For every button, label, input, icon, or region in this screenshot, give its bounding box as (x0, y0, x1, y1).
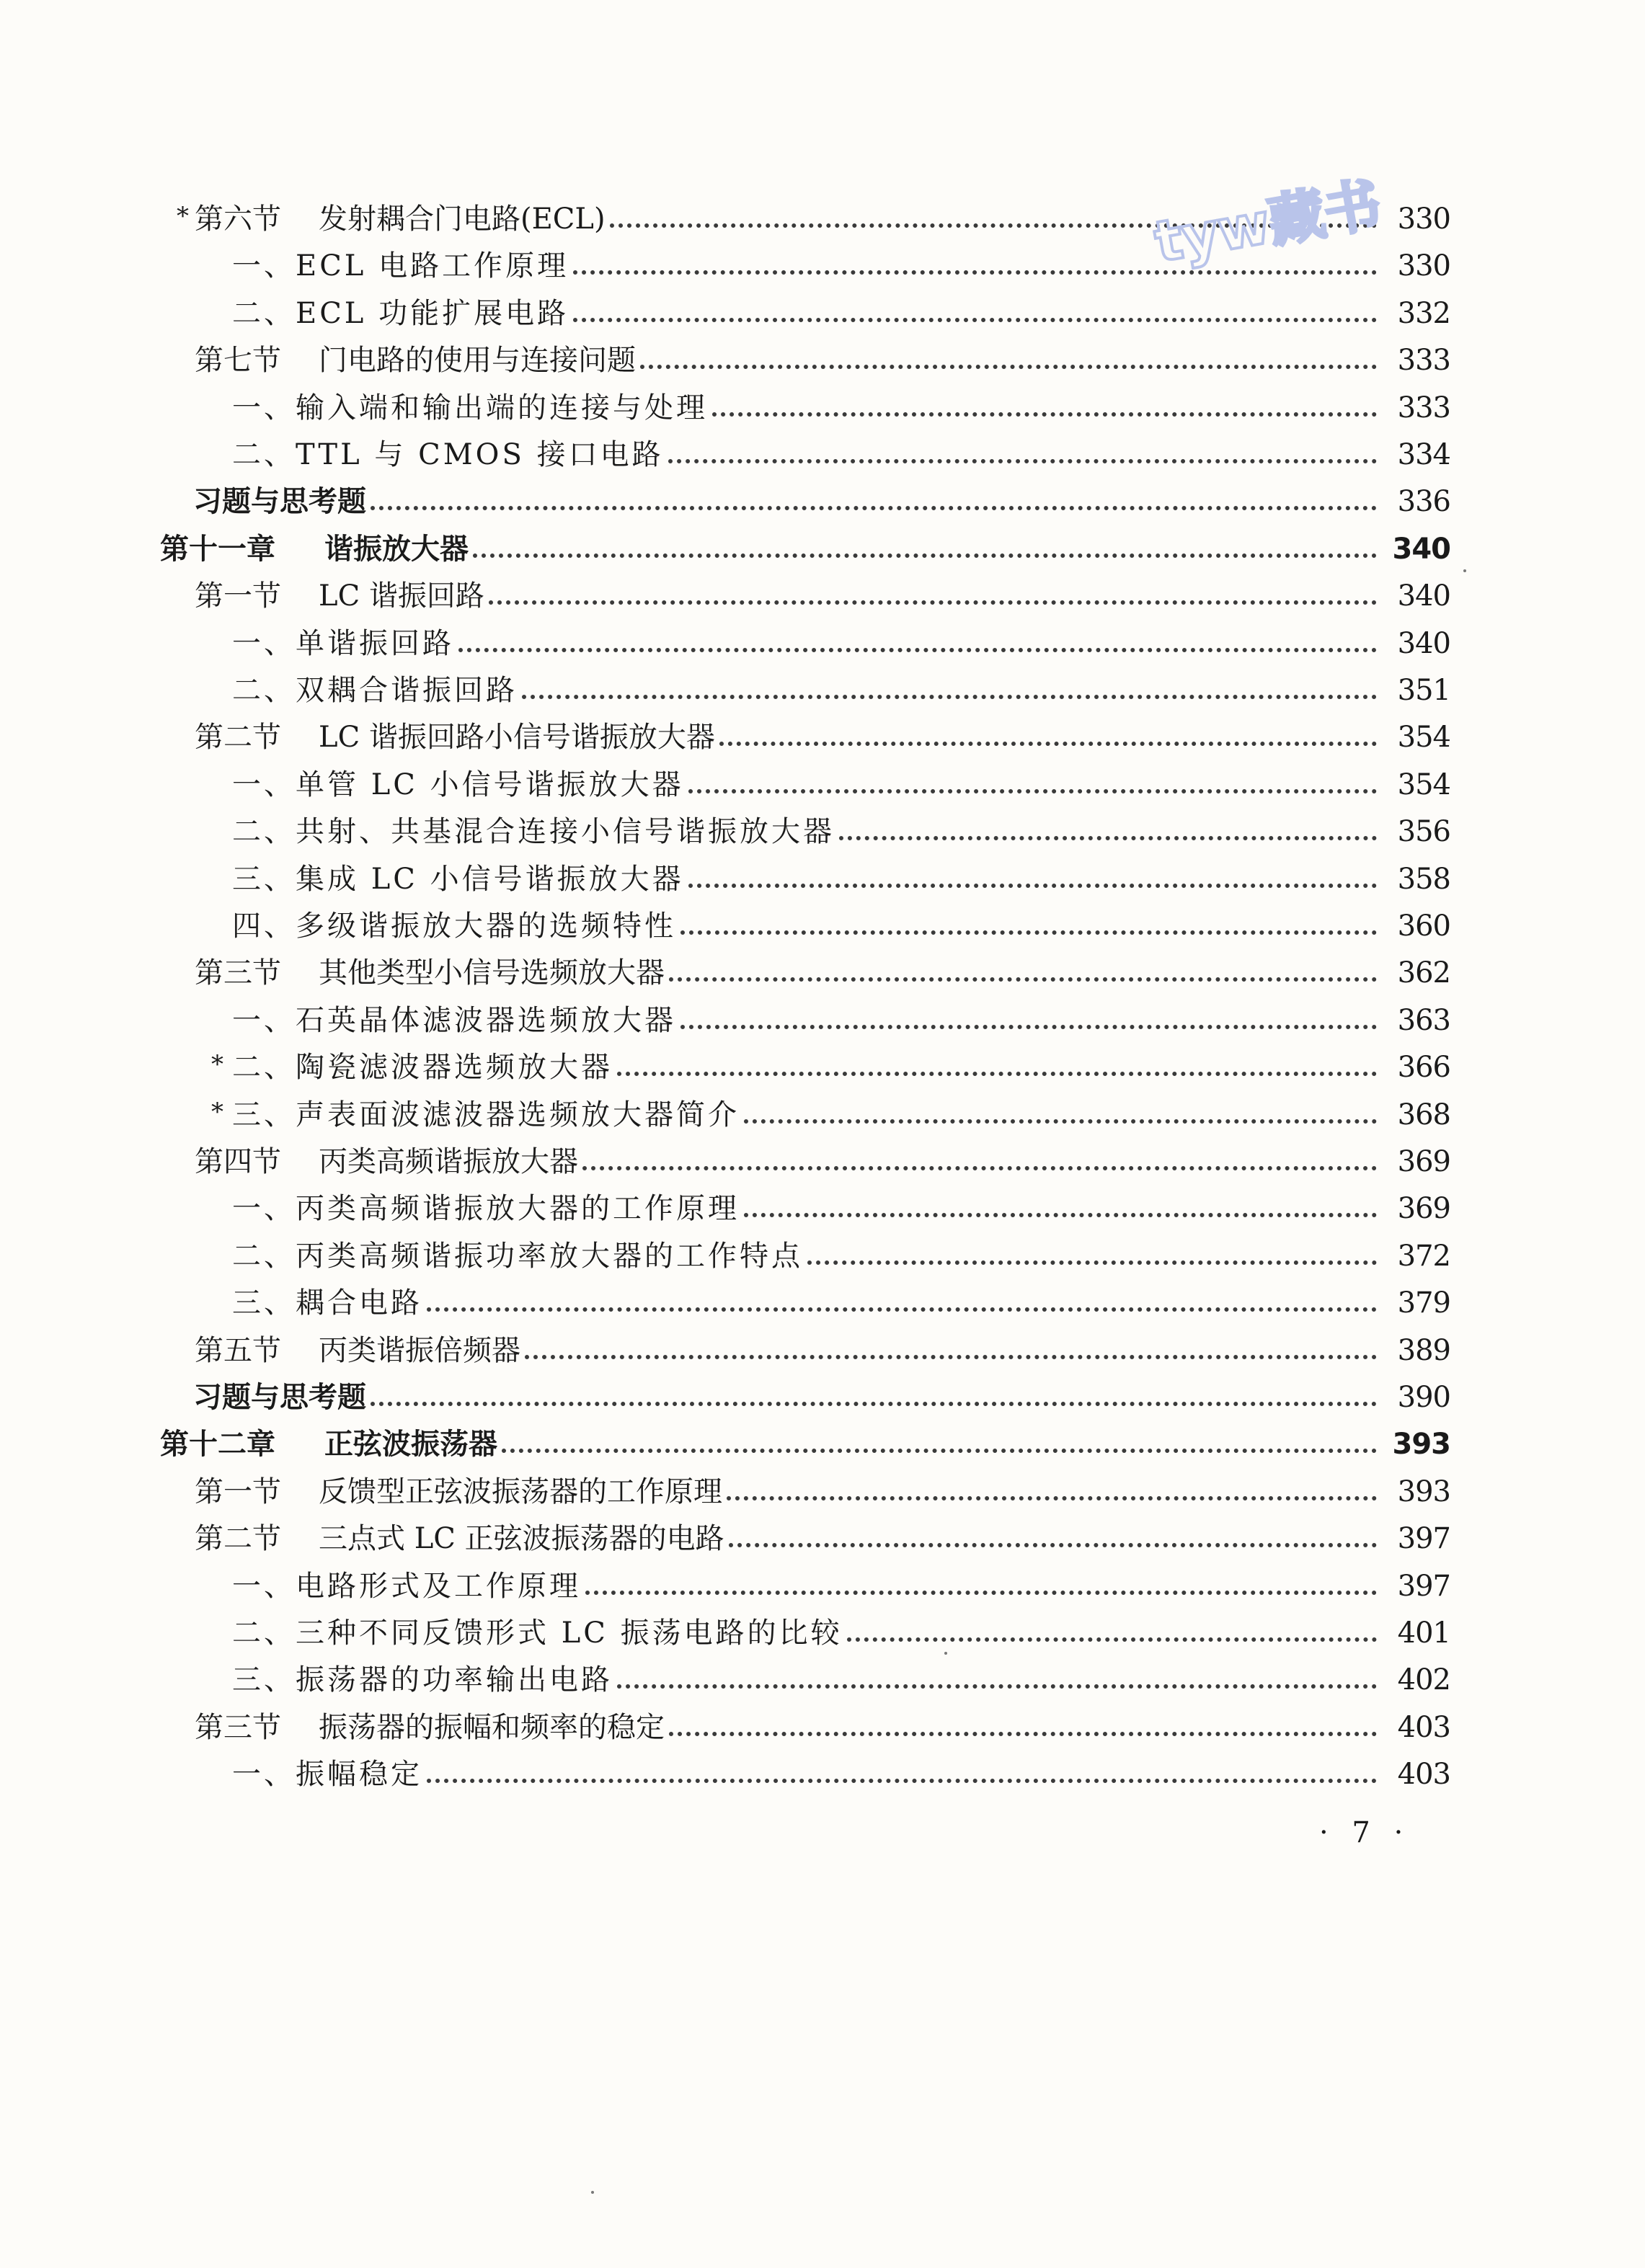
toc-entry-label: 一、ECL 电路工作原理 (232, 249, 569, 283)
toc-entry-label: 一、输入端和输出端的连接与处理 (232, 391, 708, 424)
toc-entry-title (232, 865, 684, 894)
toc-entry-label: 丙类谐振倍频器 (319, 1334, 520, 1367)
dot-leader (807, 1260, 1377, 1265)
toc-entry-label: 二、丙类高频谐振功率放大器的工作特点 (232, 1240, 803, 1273)
toc-entry-number: 第三节 (195, 1711, 281, 1744)
toc-entry-page: 402 (1397, 1663, 1450, 1696)
toc-entry-title (195, 1524, 724, 1553)
toc-entry-label: LC 谐振回路小信号谐振放大器 (319, 721, 715, 754)
toc-entry-label: 二、三种不同反馈形式 LC 振荡电路的比较 (232, 1616, 843, 1650)
dot-leader (371, 506, 1377, 510)
toc-entry-page: 403 (1397, 1758, 1450, 1791)
toc-entry-label: 二、陶瓷滤波器选频放大器 (232, 1051, 613, 1084)
toc-entry-page: 403 (1397, 1711, 1450, 1744)
dot-leader (473, 553, 1377, 558)
toc-entry-title (195, 579, 484, 613)
toc-entry-page: 336 (1397, 485, 1450, 518)
toc-entry-title (195, 1336, 520, 1365)
toc-entry-item (232, 1650, 1450, 1694)
toc-entry-page: 330 (1397, 249, 1450, 283)
toc-entry-title (232, 1286, 422, 1320)
toc-entry-label: 二、共射、共基混合连接小信号谐振放大器 (232, 815, 835, 848)
toc-entry-title (232, 910, 676, 943)
dot-leader (522, 695, 1377, 699)
toc-entry-item (232, 1178, 1450, 1223)
toc-entry-title: * 二、陶瓷滤波器选频放大器 (211, 1050, 613, 1084)
toc-entry-section (195, 1320, 1450, 1365)
toc-entry-title (195, 1147, 578, 1176)
toc-entry-label: 三、声表面波滤波器选频放大器简介 (232, 1098, 740, 1131)
toc-entry-page: 362 (1397, 956, 1450, 990)
dot-leader (573, 270, 1377, 275)
toc-entry-title: * 三、声表面波滤波器选频放大器简介 (211, 1098, 740, 1131)
toc-entry-title (232, 676, 518, 705)
toc-entry-number: 第一节 (195, 1475, 281, 1508)
dot-leader (729, 1543, 1377, 1547)
toc-entry-label: 一、单管 LC 小信号谐振放大器 (232, 768, 684, 801)
dot-leader (458, 648, 1377, 652)
dot-leader (525, 1355, 1377, 1359)
toc-entry-title (232, 1242, 803, 1271)
toc-entry-title (232, 817, 835, 846)
watermark-text: tyw藏书 (1150, 172, 1386, 276)
dot-leader (617, 1072, 1377, 1076)
toc-entry-title (232, 1760, 422, 1789)
toc-entry-title: * 第六节 发射耦合门电路(ECL) (177, 202, 606, 236)
dot-leader (744, 1213, 1377, 1217)
toc-entry-item (232, 1744, 1450, 1789)
dot-leader (680, 930, 1377, 935)
toc-entry-item (232, 283, 1450, 328)
toc-entry-item (232, 1226, 1450, 1271)
toc-entry-item (232, 660, 1450, 705)
toc-entry-number: 第七节 (195, 344, 281, 377)
toc-entry-title (193, 487, 366, 516)
toc-entry-page: 340 (1392, 533, 1450, 566)
toc-entry-label: 一、丙类高频谐振放大器的工作原理 (232, 1192, 740, 1225)
toc-entry-page: 358 (1397, 863, 1450, 896)
toc-entry-page: 379 (1397, 1286, 1450, 1320)
dot-leader (573, 318, 1377, 322)
toc-entry-label: 谐振放大器 (324, 533, 469, 566)
toc-entry-page: 389 (1397, 1334, 1450, 1367)
toc-entry-chapter (160, 519, 1450, 564)
toc-entry-chapter (160, 1414, 1450, 1459)
toc-entry-section (195, 943, 1450, 990)
toc-entry-page: 360 (1397, 910, 1450, 943)
toc-entry-title (195, 723, 715, 752)
toc-entry-label: 一、电路形式及工作原理 (232, 1570, 581, 1603)
toc-entry-title (232, 770, 684, 799)
toc-entry-title (193, 1383, 366, 1412)
scan-speck (591, 2191, 594, 2194)
toc-entry-item (232, 755, 1450, 799)
toc-entry-page: 333 (1397, 391, 1450, 424)
toc-entry-title (232, 1006, 676, 1035)
toc-entry-label: 三点式 LC 正弦波振荡器的电路 (319, 1522, 724, 1555)
toc-entry-label: 三、集成 LC 小信号谐振放大器 (232, 863, 684, 896)
toc-entry-item (211, 1037, 1450, 1084)
toc-entry-page: 369 (1397, 1145, 1450, 1178)
toc-entry-page: 332 (1397, 297, 1450, 330)
toc-entry-label: LC 谐振回路 (319, 579, 484, 613)
toc-entry-number: 第二节 (195, 721, 281, 754)
dot-leader (640, 365, 1377, 369)
toc-entry-label: 习题与思考题 (193, 1381, 366, 1414)
dot-leader (744, 1119, 1377, 1124)
toc-entry-item (232, 424, 1450, 469)
toc-entry-label: 一、单谐振回路 (232, 627, 454, 660)
toc-entry-number: 第三节 (195, 956, 281, 990)
toc-entry-page: 397 (1397, 1570, 1450, 1603)
toc-entry-exercise (193, 1367, 1450, 1412)
toc-entry-number: 第五节 (195, 1334, 281, 1367)
toc-entry-page: 340 (1397, 627, 1450, 660)
toc-entry-title (232, 1663, 613, 1696)
toc-entry-section (195, 707, 1450, 752)
toc-entry-label: 一、振幅稳定 (232, 1758, 422, 1791)
toc-entry-label: 一、石英晶体滤波器选频放大器 (232, 1004, 676, 1037)
toc-entry-label: 发射耦合门电路(ECL) (319, 203, 606, 236)
dot-leader (688, 884, 1377, 888)
toc-entry-label: 正弦波振荡器 (324, 1428, 497, 1461)
dot-leader (669, 1732, 1377, 1736)
page-number: · 7 · (1319, 1816, 1411, 1849)
toc-entry-title (195, 1477, 722, 1506)
toc-entry-title (232, 393, 708, 422)
toc-entry-page: 390 (1397, 1381, 1450, 1414)
dot-leader (680, 1025, 1377, 1029)
toc-entry-number: 第四节 (195, 1145, 281, 1178)
toc-entry-page: 356 (1397, 815, 1450, 848)
toc-entry-label: 四、多级谐振放大器的选频特性 (232, 910, 676, 943)
toc-entry-item (232, 1556, 1450, 1601)
dot-leader (719, 742, 1377, 746)
toc-entry-section (195, 1131, 1450, 1176)
dot-leader (712, 412, 1377, 417)
toc-entry-page: 372 (1397, 1240, 1450, 1273)
toc-entry-page: 397 (1397, 1522, 1450, 1555)
toc-entry-label: 习题与思考题 (193, 485, 366, 518)
toc-entry-title (195, 346, 636, 375)
toc-entry-page: 340 (1397, 579, 1450, 613)
toc-entry-label: 门电路的使用与连接问题 (319, 344, 636, 377)
dot-leader (727, 1496, 1377, 1500)
toc-entry-item (232, 378, 1450, 422)
toc-entry-label: 二、TTL 与 CMOS 接口电路 (232, 438, 664, 471)
toc-entry-title (232, 249, 569, 283)
dot-leader (427, 1779, 1377, 1783)
toc-entry-number: 第十一章 (160, 533, 275, 566)
toc-entry-label: 二、双耦合谐振回路 (232, 674, 518, 707)
toc-entry-number: 第十二章 (160, 1428, 275, 1461)
toc-entry-title (232, 629, 454, 658)
toc-entry-label: 二、ECL 功能扩展电路 (232, 297, 569, 330)
toc-entry-page: 393 (1397, 1475, 1450, 1508)
toc-entry-page: 330 (1397, 203, 1450, 236)
toc-entry-title (195, 1713, 665, 1742)
toc-entry-label: 三、振荡器的功率输出电路 (232, 1663, 613, 1696)
dot-leader (489, 600, 1377, 605)
toc-entry-label: 振荡器的振幅和频率的稳定 (319, 1711, 665, 1744)
dot-leader (502, 1449, 1377, 1453)
toc-entry-title (232, 1616, 843, 1650)
toc-entry-section (195, 1697, 1450, 1742)
toc-entry-page: 363 (1397, 1004, 1450, 1037)
toc-entry-page: 393 (1392, 1428, 1450, 1461)
toc-entry-page: 368 (1397, 1098, 1450, 1131)
toc-entry-item (232, 1273, 1450, 1320)
toc-entry-item (232, 1603, 1450, 1650)
dot-leader (617, 1684, 1377, 1689)
toc-entry-section (195, 330, 1450, 375)
toc-entry-number: 第二节 (195, 1522, 281, 1555)
toc-entry-page: 334 (1397, 438, 1450, 471)
dot-leader (688, 789, 1377, 793)
dot-leader (847, 1637, 1377, 1642)
toc-entry-item (232, 990, 1450, 1035)
toc-entry-label: 三、耦合电路 (232, 1286, 422, 1320)
toc-entry-item (232, 801, 1450, 846)
toc-entry-section (195, 1508, 1450, 1553)
toc-entry-page: 366 (1397, 1051, 1450, 1084)
toc-entry-title (195, 956, 665, 990)
toc-entry-page: 354 (1397, 768, 1450, 801)
dot-leader (669, 977, 1377, 982)
dot-leader (427, 1307, 1377, 1312)
toc-entry-title (232, 440, 664, 469)
dot-leader (839, 836, 1377, 840)
scan-speck (944, 1652, 947, 1655)
toc-entry-number: 第六节 (195, 203, 281, 236)
toc-entry-title (160, 535, 469, 564)
toc-entry-title (232, 1194, 740, 1223)
dot-leader (582, 1166, 1377, 1170)
toc-entry-label: 反馈型正弦波振荡器的工作原理 (319, 1475, 722, 1508)
toc-entry-title (232, 1572, 581, 1601)
toc-entry-page: 351 (1397, 674, 1450, 707)
toc-entry-label: 丙类高频谐振放大器 (319, 1145, 578, 1178)
toc-entry-exercise (193, 471, 1450, 516)
scan-speck (1463, 569, 1466, 572)
toc-entry-item (232, 896, 1450, 943)
dot-leader (668, 459, 1377, 463)
toc-entry-item (211, 1085, 1450, 1131)
toc-entry-section (195, 566, 1450, 613)
dot-leader (371, 1402, 1377, 1406)
toc-entry-label: 其他类型小信号选频放大器 (319, 956, 665, 990)
toc-entry-item (232, 849, 1450, 894)
toc-entry-page: 401 (1397, 1616, 1450, 1650)
toc-entry-section (195, 1462, 1450, 1506)
toc-entry-item (232, 613, 1450, 658)
toc-entry-page: 333 (1397, 344, 1450, 377)
toc-entry-number: 第一节 (195, 579, 281, 613)
toc-entry-title (232, 299, 569, 328)
toc-entry-page: 354 (1397, 721, 1450, 754)
toc-entry-title (160, 1430, 497, 1459)
dot-leader (585, 1591, 1377, 1595)
toc-entry-page: 369 (1397, 1192, 1450, 1225)
